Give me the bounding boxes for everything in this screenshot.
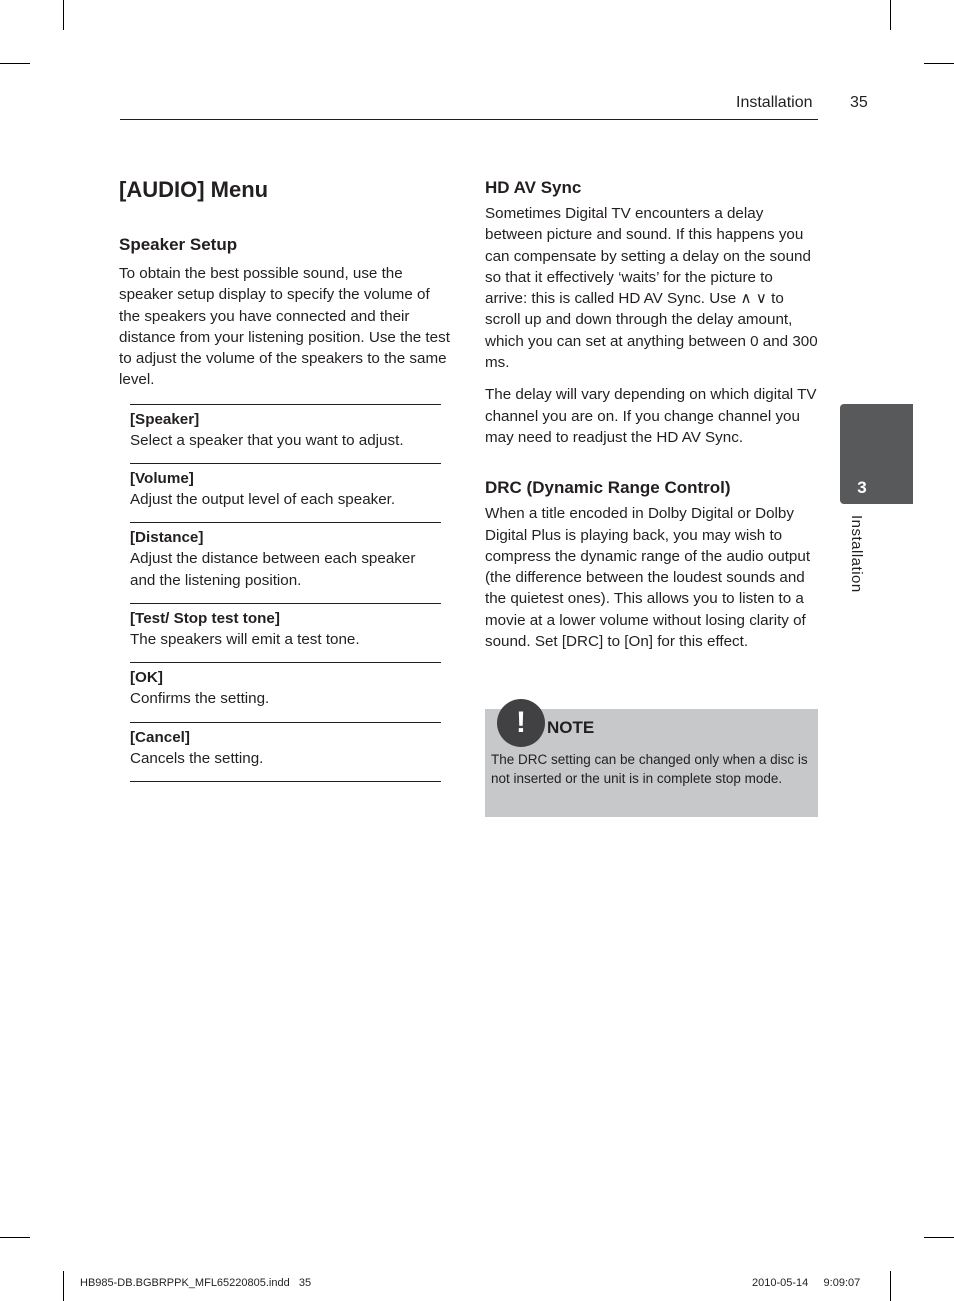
option-description: Confirms the setting. [130, 690, 270, 708]
drc-paragraph: When a title encoded in Dolby Digital or Dolby Digital Plus is playing back, you may wish to compress the dynamic range of the audio output (the difference between the loudest sounds and the quietest ones). This allows you to listen to a movie at a lower volume without losing clarity of sound. Set [DRC] to [On] for this effect. [485, 505, 811, 651]
left-column [119, 176, 453, 782]
crop-mark [890, 1271, 891, 1301]
exclamation-icon: ! [497, 699, 545, 747]
list-item [130, 663, 441, 722]
crop-mark [924, 1237, 954, 1238]
chapter-label: Installation [848, 515, 865, 593]
section-title: [AUDIO] Menu [119, 177, 269, 202]
option-name: [Test/ Stop test tone] [130, 609, 280, 627]
crop-mark [0, 1237, 30, 1238]
option-name: [Distance] [130, 529, 204, 547]
list-item [130, 405, 441, 464]
option-name: [Speaker] [130, 410, 200, 428]
crop-mark [63, 1271, 64, 1301]
note-text: The DRC setting can be changed only when a disc is not inserted or the unit is in complete stop mode. [491, 752, 808, 787]
list-item [130, 723, 441, 782]
list-item [130, 464, 441, 523]
speaker-setup-intro: To obtain the best possible sound, use the speaker setup display to specify the volume of the speakers you have connected and their distance from your listening position. Use the test to adjust the volume of the speakers to the same level. [119, 265, 450, 389]
crop-mark [0, 63, 30, 64]
hd-av-sync-paragraph-1: Sometimes Digital TV encounters a delay between picture and sound. If this happens you can compensate by setting a delay on the sound so that it effectively ‘waits’ for the picture to arrive: this is called HD AV Sync. Use ∧ ∨ to scroll up and down through the delay amount, which you can set at anything between 0 and 300 ms. [485, 205, 818, 372]
speaker-options-list [130, 404, 441, 782]
option-name: [Volume] [130, 470, 194, 488]
header-rule [120, 119, 818, 120]
list-item [130, 604, 441, 663]
crop-mark [890, 0, 891, 30]
hd-av-sync-paragraph-2: The delay will vary depending on which digital TV channel you are on. If you change channel you may need to readjust the HD AV Sync. [485, 386, 817, 446]
page-number: 35 [850, 94, 868, 111]
list-item [130, 523, 441, 604]
chapter-number: 3 [857, 478, 867, 497]
right-column [485, 176, 819, 652]
crop-mark [924, 63, 954, 64]
option-description: Cancels the setting. [130, 749, 264, 767]
footer-file-info: HB985-DB.BGBRPPK_MFL65220805.indd 35 [80, 1277, 312, 1289]
option-description: The speakers will emit a test tone. [130, 630, 360, 648]
hd-av-sync-heading: HD AV Sync [485, 178, 582, 197]
header-section: Installation [736, 94, 813, 111]
option-name: [OK] [130, 669, 163, 687]
option-description: Adjust the distance between each speaker and the listening position. [130, 550, 416, 589]
option-name: [Cancel] [130, 728, 190, 746]
crop-mark [63, 0, 64, 30]
note-label: NOTE [547, 718, 595, 737]
option-description: Select a speaker that you want to adjust. [130, 431, 404, 449]
option-description: Adjust the output level of each speaker. [130, 491, 396, 509]
drc-heading: DRC (Dynamic Range Control) [485, 478, 731, 498]
speaker-setup-heading: Speaker Setup [119, 235, 238, 254]
footer-timestamp: 2010-05-14 9:09:07 [752, 1277, 861, 1289]
